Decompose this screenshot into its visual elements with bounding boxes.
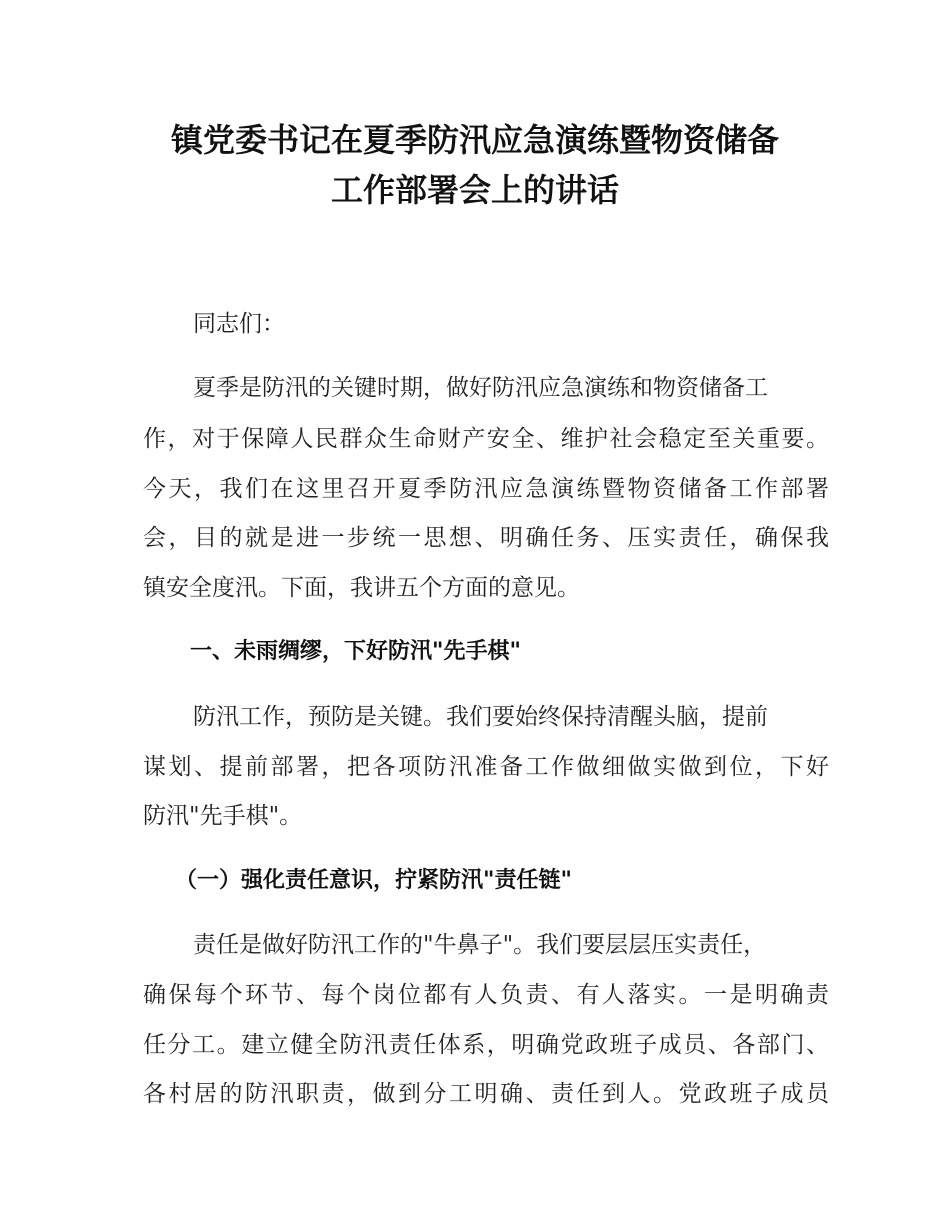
paragraph-line: 各村居的防汛职责，做到分工明确、责任到人。党政班子成员	[143, 1081, 829, 1107]
paragraph-line: 任分工。建立健全防汛责任体系，明确党政班子成员、各部门、	[143, 1032, 829, 1058]
paragraph-line: 夏季是防汛的关键时期，做好防汛应急演练和物资储备工	[193, 375, 768, 401]
paragraph-line: 责任是做好防汛工作的"牛鼻子"。我们要层层压实责任，	[193, 932, 767, 958]
paragraph-line: 防汛工作，预防是关键。我们要始终保持清醒头脑，提前	[193, 704, 768, 730]
paragraph-line: 作，对于保障人民群众生命财产安全、维护社会稳定至关重要。	[143, 426, 829, 452]
section-heading-1: 一、未雨绸缪，下好防汛"先手棋"	[190, 639, 521, 664]
paragraph-line: 防汛"先手棋"。	[143, 803, 303, 829]
subsection-heading-1: （一）强化责任意识，拧紧防汛"责任链"	[175, 868, 572, 893]
paragraph-line: 镇安全度汛。下面，我讲五个方面的意见。	[143, 575, 580, 601]
paragraph-line: 今天，我们在这里召开夏季防汛应急演练暨物资储备工作部署	[143, 476, 829, 502]
paragraph-line: 谋划、提前部署，把各项防汛准备工作做细做实做到位，下好	[143, 754, 829, 780]
paragraph-line: 确保每个环节、每个岗位都有人负责、有人落实。一是明确责	[143, 982, 829, 1008]
paragraph-line: 会，目的就是进一步统一思想、明确任务、压实责任，确保我	[143, 525, 829, 551]
greeting: 同志们：	[193, 311, 285, 337]
document-title-line-1: 镇党委书记在夏季防汛应急演练暨物资储备	[170, 121, 779, 159]
document-title-line-2: 工作部署会上的讲话	[330, 171, 619, 209]
